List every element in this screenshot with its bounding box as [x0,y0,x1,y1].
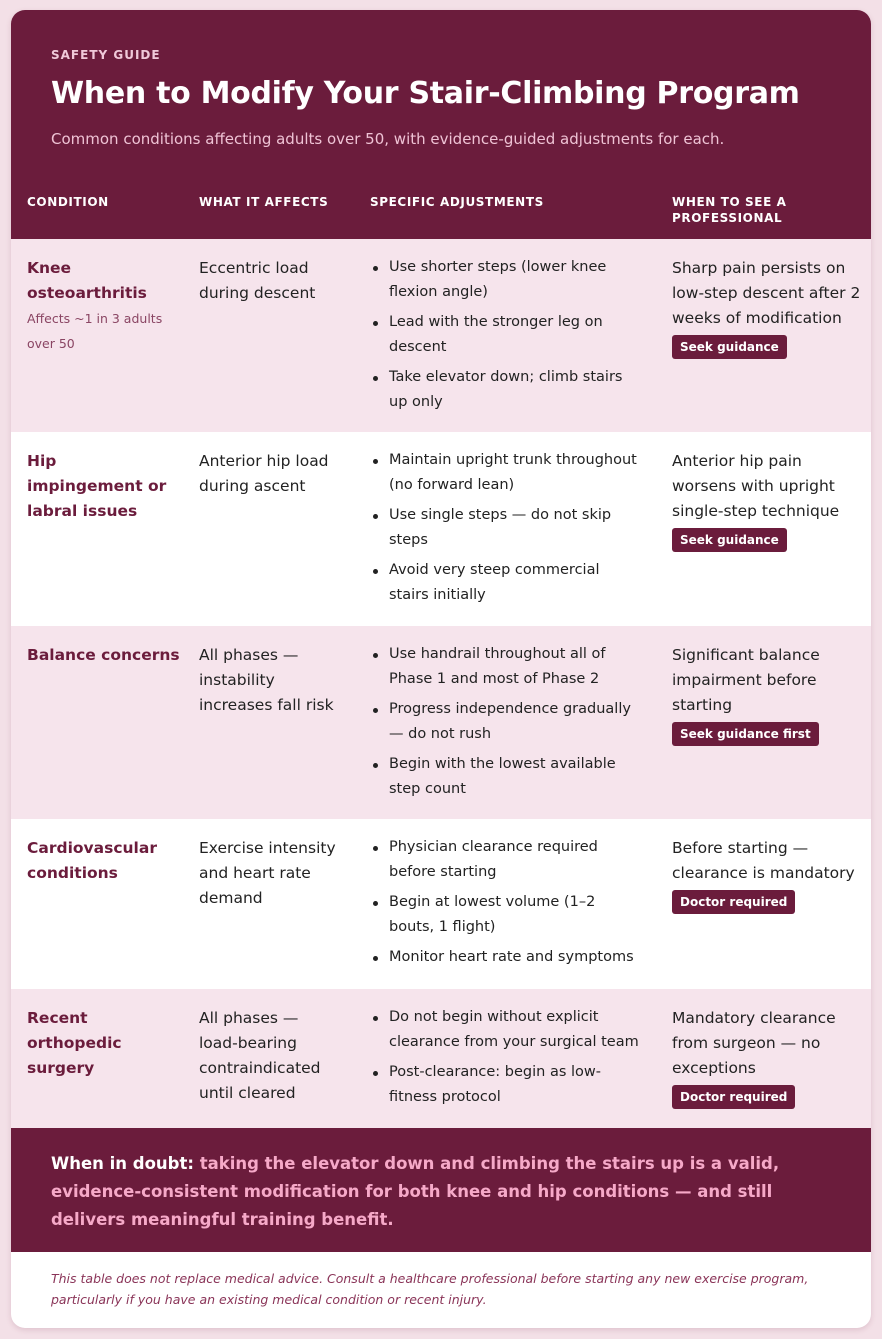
adjustment-item: Take elevator down; climb stairs up only [372,365,640,415]
safety-guide-card [11,10,871,1328]
eyebrow-label: SAFETY GUIDE [51,48,161,62]
column-header-professional: WHEN TO SEE A PROFESSIONAL [672,195,787,225]
adjustments-list [372,642,640,802]
adjustments-list [372,448,640,608]
adjustment-item: Maintain upright trunk throughout (no forward lean) [372,448,640,498]
affects-cell: Eccentric load during descent [199,259,316,302]
professional-text: Anterior hip pain worsens with upright single-step technique [672,452,840,520]
adjustment-item: Do not begin without explicit clearance from your surgical team [372,1005,640,1055]
table-row [11,626,871,819]
affects-cell: Anterior hip load during ascent [199,452,329,495]
adjustment-item: Post-clearance: begin as low-fitness protocol [372,1060,640,1110]
status-badge: Doctor required [672,890,795,914]
professional-cell [672,449,852,552]
doubt-message [51,1150,831,1234]
condition-cell [27,449,177,524]
adjustment-item: Lead with the stronger leg on descent [372,310,640,360]
status-badge: Seek guidance first [672,722,819,746]
adjustments-cell [372,835,640,975]
page-title: When to Modify Your Stair-Climbing Program [51,76,800,111]
condition-name: Balance concerns [27,646,180,664]
guide-header [11,10,871,239]
condition-cell [27,836,177,886]
condition-note: Affects ~1 in 3 adults over 50 [27,311,163,351]
professional-text: Significant balance impairment before starting [672,646,820,714]
adjustment-item: Use shorter steps (lower knee flexion angle) [372,255,640,305]
affects-cell: Exercise intensity and heart rate demand [199,839,336,907]
adjustments-cell [372,1005,640,1115]
professional-cell [672,643,847,746]
professional-cell [672,256,862,359]
column-header-adjustments: SPECIFIC ADJUSTMENTS [370,195,544,209]
adjustments-cell [372,255,640,420]
table-row [11,989,871,1128]
professional-cell [672,836,857,914]
doubt-lead: When in doubt: [51,1154,194,1173]
status-badge: Seek guidance [672,528,787,552]
professional-text: Sharp pain persists on low-step descent after 2 weeks of modification [672,259,861,327]
condition-name: Knee osteoarthritis [27,259,147,302]
condition-name: Recent orthopedic surgery [27,1009,122,1077]
column-header-condition: CONDITION [27,195,109,209]
status-badge: Seek guidance [672,335,787,359]
condition-cell [27,256,187,356]
disclaimer: This table does not replace medical advice. Consult a healthcare professional before starting any new exercise program, particularly if you have an existing medical condition or recent injury. [51,1271,809,1307]
page-subtitle: Common conditions affecting adults over 50, with evidence-guided adjustments for each. [51,130,725,148]
condition-name: Cardiovascular conditions [27,839,157,882]
professional-cell [672,1006,847,1109]
professional-text: Mandatory clearance from surgeon — no exceptions [672,1009,836,1077]
professional-text: Before starting — clearance is mandatory [672,839,855,882]
adjustment-item: Use handrail throughout all of Phase 1 and most of Phase 2 [372,642,640,692]
affects-cell: All phases — instability increases fall risk [199,646,334,714]
adjustments-list [372,255,640,415]
column-header-affects: WHAT IT AFFECTS [199,195,329,209]
adjustment-item: Begin with the lowest available step count [372,752,640,802]
adjustments-list [372,835,640,970]
adjustment-item: Monitor heart rate and symptoms [372,945,640,970]
table-row [11,819,871,989]
affects-cell: All phases — load-bearing contraindicated until cleared [199,1009,321,1102]
adjustment-item: Use single steps — do not skip steps [372,503,640,553]
table-row [11,239,871,432]
doubt-callout [11,1128,871,1252]
condition-cell [27,643,187,668]
status-badge: Doctor required [672,1085,795,1109]
doubt-body: taking the elevator down and climbing the stairs up is a valid, evidence-consistent modification for both knee and hip conditions — and still delivers meaningful training benefit. [51,1154,780,1229]
adjustments-cell [372,642,640,807]
condition-cell [27,1006,147,1081]
adjustments-list [372,1005,640,1110]
adjustment-item: Begin at lowest volume (1–2 bouts, 1 flight) [372,890,640,940]
condition-name: Hip impingement or labral issues [27,452,167,520]
table-row [11,432,871,626]
adjustment-item: Progress independence gradually — do not rush [372,697,640,747]
adjustment-item: Avoid very steep commercial stairs initially [372,558,640,608]
adjustments-cell [372,448,640,613]
adjustment-item: Physician clearance required before starting [372,835,640,885]
